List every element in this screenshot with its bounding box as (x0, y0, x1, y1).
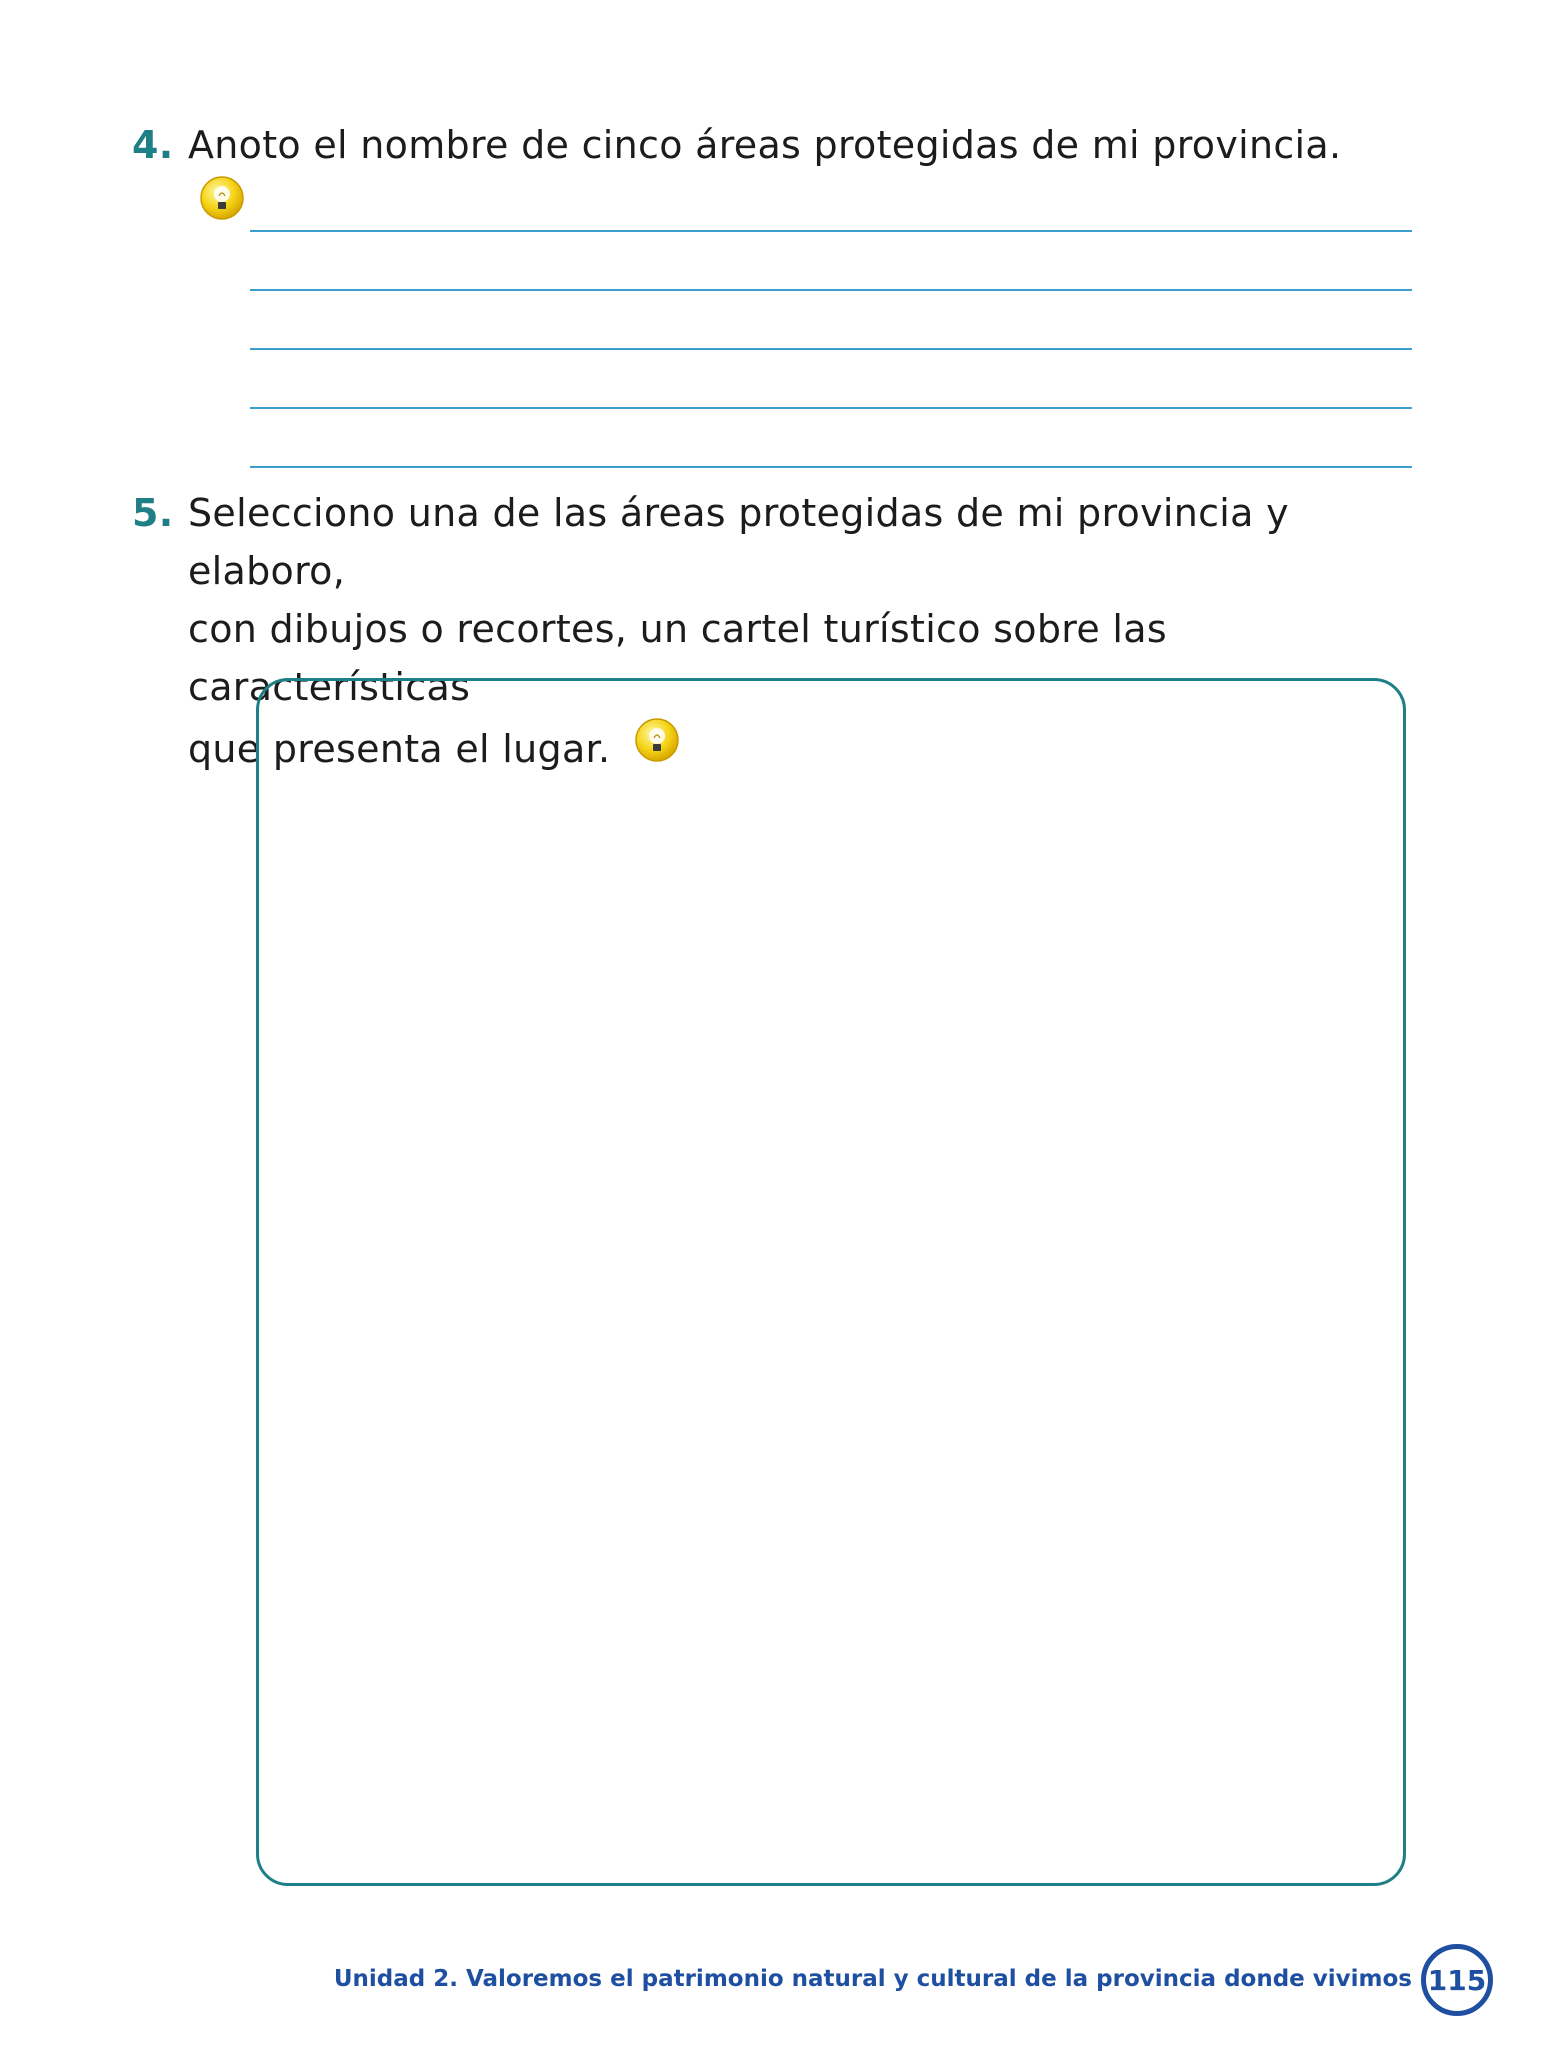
question-text: Anoto el nombre de cinco áreas protegidas de mi provincia. (188, 123, 1342, 167)
writing-line[interactable] (250, 230, 1412, 232)
writing-line[interactable] (250, 466, 1412, 468)
page-number-badge (1421, 1944, 1493, 2016)
question-text: que presenta el lugar. (188, 727, 611, 771)
writing-line[interactable] (250, 348, 1412, 350)
page-number: 115 (1427, 1963, 1487, 1997)
question-number: 5. (132, 491, 174, 535)
question-number: 4. (132, 123, 174, 167)
question-text-line: Selecciono una de las áreas protegidas de mi provincia y elaboro, (188, 491, 1289, 593)
writing-line[interactable] (250, 407, 1412, 409)
poster-drawing-area[interactable] (256, 678, 1406, 1886)
unit-title-footer: Unidad 2. Valoremos el patrimonio natural y cultural de la provincia donde vivimos (333, 1966, 1412, 1992)
question-text-line: con dibujos o recortes, un cartel turístico sobre las características (188, 607, 1167, 709)
question-4 (132, 116, 1388, 236)
writing-line[interactable] (250, 289, 1412, 291)
lightbulb-icon (198, 174, 246, 222)
